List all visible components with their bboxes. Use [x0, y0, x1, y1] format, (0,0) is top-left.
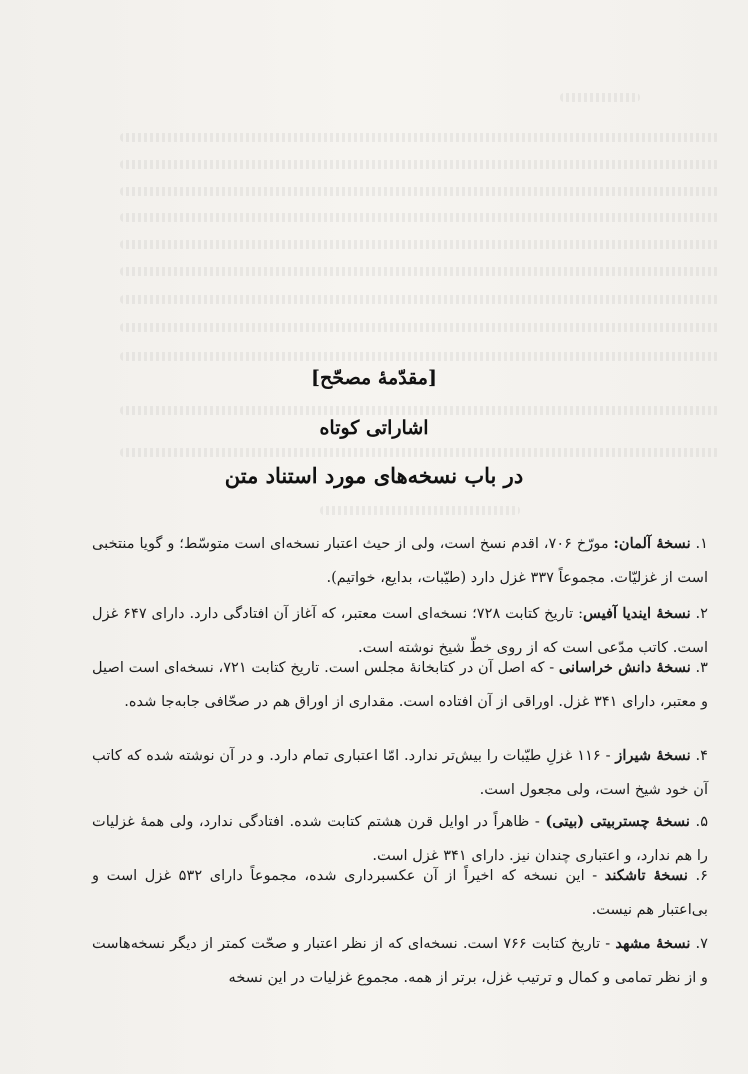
- manuscript-name: نسخهٔ چستربیتی (بیتی): [545, 813, 690, 830]
- bleed-through-line: [120, 406, 720, 415]
- manuscript-name: نسخهٔ دانش خراسانی: [558, 659, 691, 676]
- bleed-through-line: [120, 187, 720, 196]
- bleed-through-line: [120, 213, 720, 222]
- bleed-through-line: [120, 448, 720, 457]
- bleed-through-line: [120, 352, 720, 361]
- entry-number: ۱.: [695, 535, 708, 552]
- manuscript-entry-3: [92, 651, 708, 719]
- entry-number: ۳.: [695, 659, 708, 676]
- bleed-through-line: [120, 133, 720, 142]
- section-subtitle: اشاراتی کوتاه: [319, 417, 429, 439]
- bleed-through-line: [120, 160, 720, 169]
- manuscript-name: نسخهٔ مشهد: [615, 935, 691, 952]
- entry-number: ۴.: [695, 747, 708, 764]
- bleed-through-line: [120, 267, 720, 276]
- manuscript-name: نسخهٔ تاشکند: [604, 867, 688, 884]
- manuscript-name: نسخهٔ ایندیا آفیس: [583, 605, 691, 622]
- entry-text: - که اصل آن در کتابخانهٔ مجلس است. تاریخ کتابت ۷۲۱، نسخه‌ای است اصیل و معتبر، دارای ۳۴۱ غزل. اوراقی از آن افتاده است. مقداری از اوراق هم در صحّافی جابه‌جا شده.: [92, 659, 708, 710]
- entry-number: ۵.: [695, 813, 709, 830]
- entry-number: ۶.: [695, 867, 708, 884]
- manuscript-entry-6: [92, 859, 708, 927]
- section-title: در باب نسخه‌های مورد استناد متن: [224, 463, 524, 488]
- entry-text: - ۱۱۶ غزلِ طیّبات را بیش‌تر ندارد. امّا اعتباری تمام دارد. و در آن نوشته شده که کاتب آن خود شیخ است، ولی مجعول است.: [92, 747, 708, 798]
- bleed-through-line: [320, 506, 520, 515]
- entry-text: - تاریخ کتابت ۷۶۶ است. نسخه‌ای که از نظر اعتبار و صحّت کمتر از دیگر نسخه‌هاست و از نظر تمامی و کمال و ترتیب غزل، برتر از همه. مجموع غزلیات در این نسخه: [92, 935, 708, 986]
- bleed-through-line: [120, 323, 720, 332]
- manuscript-entry-7: [92, 927, 708, 995]
- entry-text: - ظاهراً در اوایل قرن هشتم کتابت شده. افتادگی ندارد، ولی همهٔ غزلیات را هم ندارد، و اعتباری چندان نیز. دارای ۳۴۱ غزل است.: [92, 813, 708, 864]
- entry-text: : تاریخ کتابت ۷۲۸؛ نسخه‌ای است معتبر، که آغاز آن افتادگی دارد. دارای ۶۴۷ غزل است. کاتب مدّعی است که از روی خطّ شیخ نوشته است.: [92, 605, 708, 656]
- manuscript-entry-1: [92, 527, 708, 595]
- section-bracket-title: [مقدّمهٔ مصحّح]: [311, 367, 437, 389]
- entry-text: - این نسخه که اخیراً از آن عکسبرداری شده، مجموعاً دارای ۵۳۲ غزل است و بی‌اعتبار هم نیست.: [92, 867, 708, 918]
- manuscript-entry-4: [92, 739, 708, 807]
- entry-number: ۲.: [695, 605, 708, 622]
- entry-text: مورّخ ۷۰۶، اقدم نسخ است، ولی از حیث اعتبار نسخه‌ای است متوسّط؛ و گویا منتخبی است از غزلیّات. مجموعاً ۳۳۷ غزل دارد (طیّبات، بدایع، خواتیم).: [92, 535, 708, 586]
- bleed-through-line: [120, 240, 720, 249]
- entry-number: ۷.: [695, 935, 709, 952]
- manuscript-name: نسخهٔ آلمان:: [613, 535, 691, 552]
- manuscript-name: نسخهٔ شیراز: [615, 747, 691, 764]
- bleed-through-line: [560, 93, 640, 102]
- bleed-through-line: [120, 295, 720, 304]
